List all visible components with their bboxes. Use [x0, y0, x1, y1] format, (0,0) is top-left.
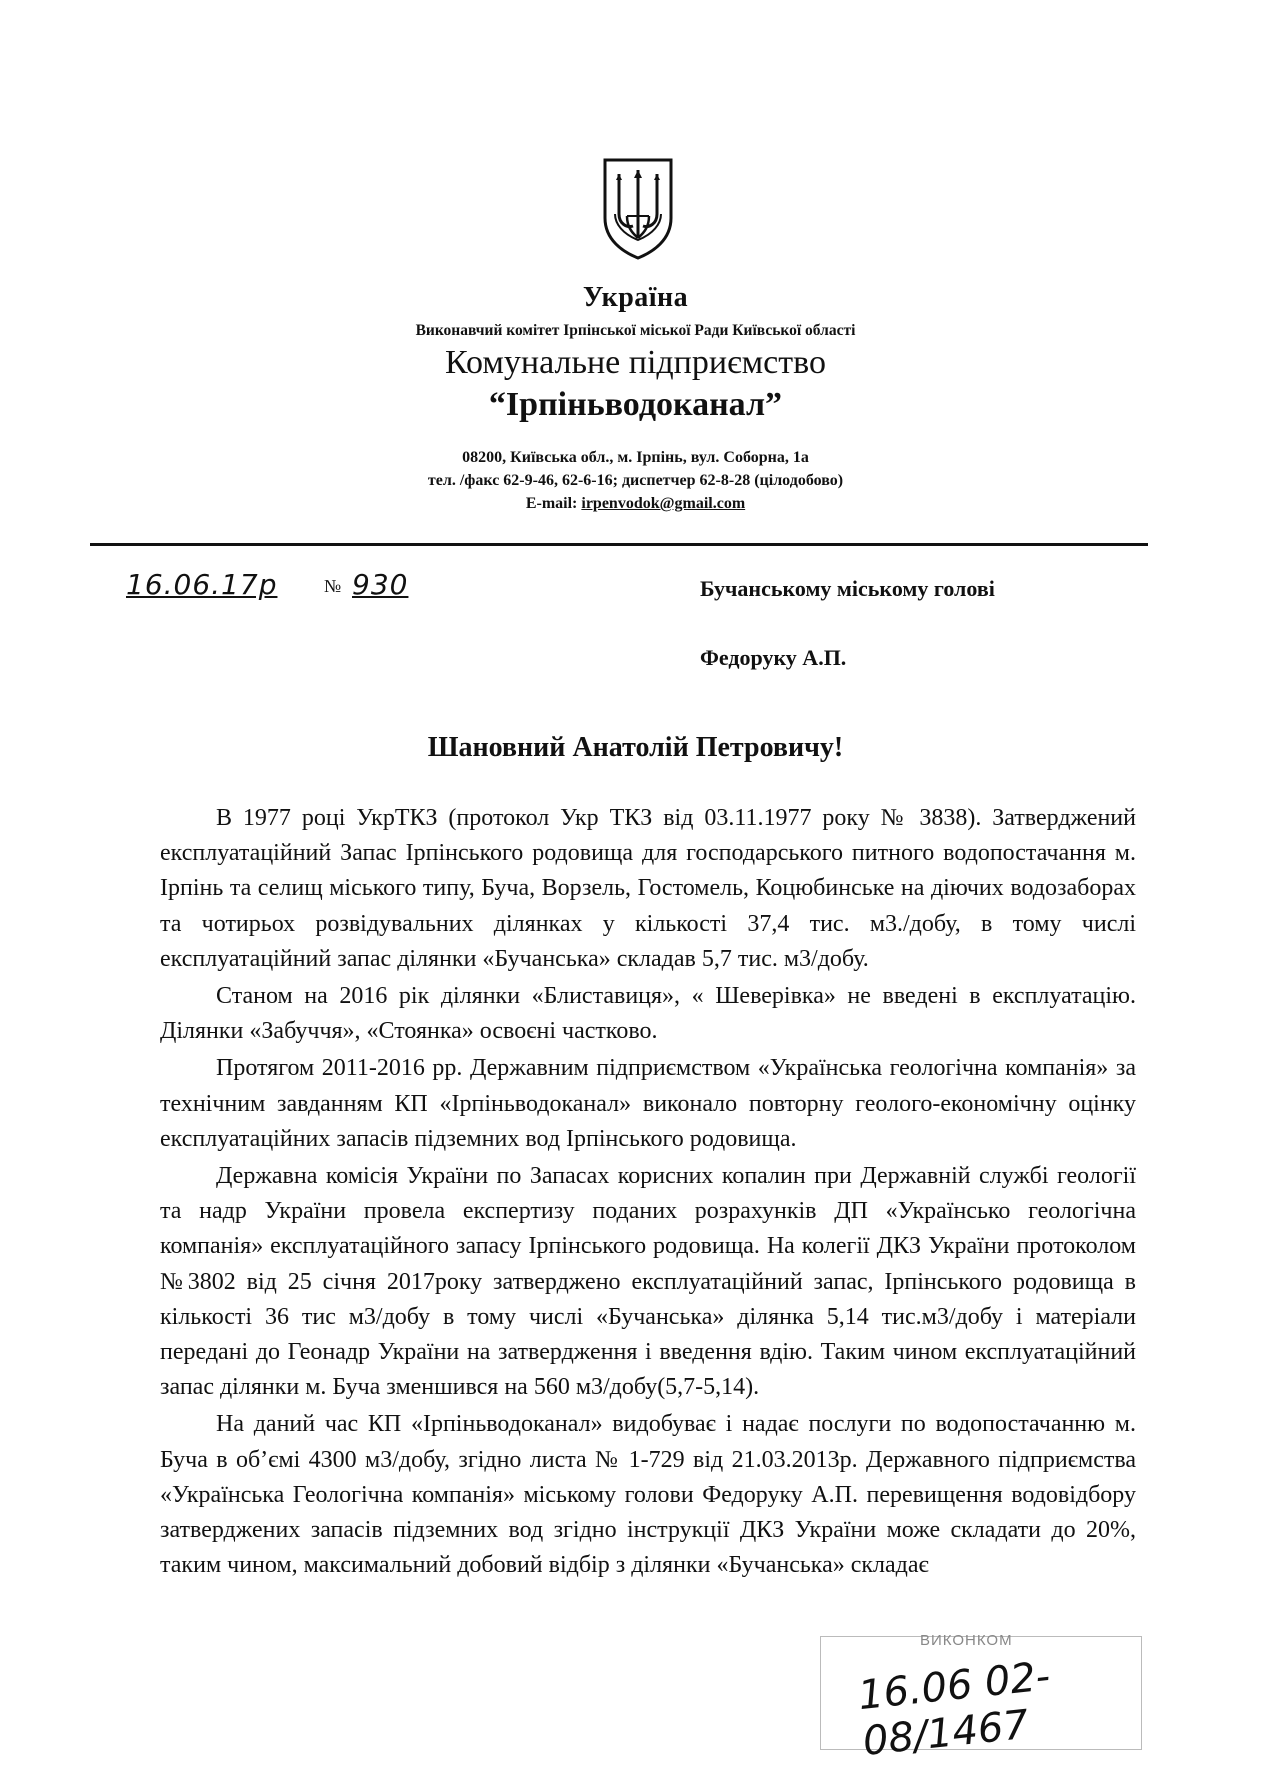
letterhead-phones: тел. /факс 62-9-46, 62-6-16; диспетчер 62-8-28 (цілодобово) [427, 472, 844, 489]
addressee-title: Бучанському міському голові [700, 576, 995, 601]
letterhead-enterprise-type: Комунальне підприємство [445, 344, 826, 381]
stamp-word: ВИКОНКОМ [920, 1632, 1013, 1649]
body-paragraph-5: На даний час КП «Ірпіньводоканал» видобуває і надає послуги по водопостачанню м. Буча в об’ємі 4300 м3/добу, згідно листа № 1-729 від 21.03.2013р. Державного підприємства «Українська Геологічна компанія» міському голови Федоруку А.П. перевищення водовідбору затверджених запасів підземних вод згідно інструкції ДКЗ України може складати до 20%, таким чином, максимальний добовий відбір з ділянки «Бучанська» складає [160, 1411, 1136, 1579]
outgoing-reference [126, 568, 446, 608]
addressee-name: Федоруку А.П. [700, 645, 847, 670]
letterhead-country: Україна [582, 282, 689, 313]
letterhead-email-line [0, 495, 1271, 513]
registration-stamp [820, 1628, 1150, 1768]
reference-number-sign: № [324, 576, 342, 596]
body-paragraph-3: Протягом 2011-2016 рр. Державним підприємством «Українська геологічна компанія» за технічним завданням КП «Ірпіньводоканал» виконало повторну геолого-економічну оцінку експлуатаційних запасів підземних вод Ірпінського родовища. [160, 1055, 1136, 1152]
letterhead-committee: Виконавчий комітет Ірпінської міської Ради Київської області [415, 322, 856, 339]
email-link[interactable]: irpenvodok@gmail.com [581, 495, 746, 512]
trident-emblem-icon [601, 156, 675, 260]
body-paragraph-4: Державна комісія України по Запасах корисних копалин при Державній службі геології та надр України провела експертизу поданих розрахунків ДП «Українсько геологічна компанія» експлуатаційного запасу Ірпінського родовища. На колегії ДКЗ України протоколом №3802 від 25 січня 2017року затверджено експлуатаційний запас, Ірпінського родовища в кількості 36 тис м3/добу в тому числі «Бучанська» ділянка 5,14 тис.м3/добу і матеріали передані до Геонадр України на затвердження і введення вдію. Таким чином експлуатаційний запас ділянки м. Буча зменшився на 560 м3/добу(5,7-5,14). [160, 1163, 1136, 1401]
letterhead-enterprise-name: “Ірпіньводоканал” [488, 386, 783, 423]
body-paragraph-1: В 1977 році УкрТКЗ (протокол Укр ТКЗ від 03.11.1977 року № 3838). Затверджений експлуатаційний Запас Ірпінського родовища для господарського питного водопостачання м. Ірпінь та селищ міського типу, Буча, Ворзель, Гостомель, Коцюбинське на діючих водозаборах та чотирьох розвідувальних ділянках у кількості 37,4 тис. м3./добу, в тому числі експлуатаційний запас ділянки «Бучанська» складав 5,7 тис. м3/добу. [160, 805, 1136, 972]
email-label: E-mail: [525, 495, 578, 512]
stamp-handwritten-number: 16.06 02-08/1467 [855, 1653, 1053, 1765]
body-paragraph-2: Станом на 2016 рік ділянки «Блиставиця», « Шеверівка» не введені в експлуатацію. Ділянки «Забуччя», «Стоянка» освоєні частково. [160, 983, 1136, 1045]
letterhead-address: 08200, Київська обл., м. Ірпінь, вул. Соборна, 1а [462, 449, 809, 466]
salutation: Шановний Анатолій Петровичу! [427, 732, 844, 763]
letter-body [160, 801, 1136, 1585]
reference-date: 16.06.17р [126, 568, 278, 601]
reference-number: 930 [352, 568, 409, 601]
letterhead-divider [90, 543, 1148, 546]
